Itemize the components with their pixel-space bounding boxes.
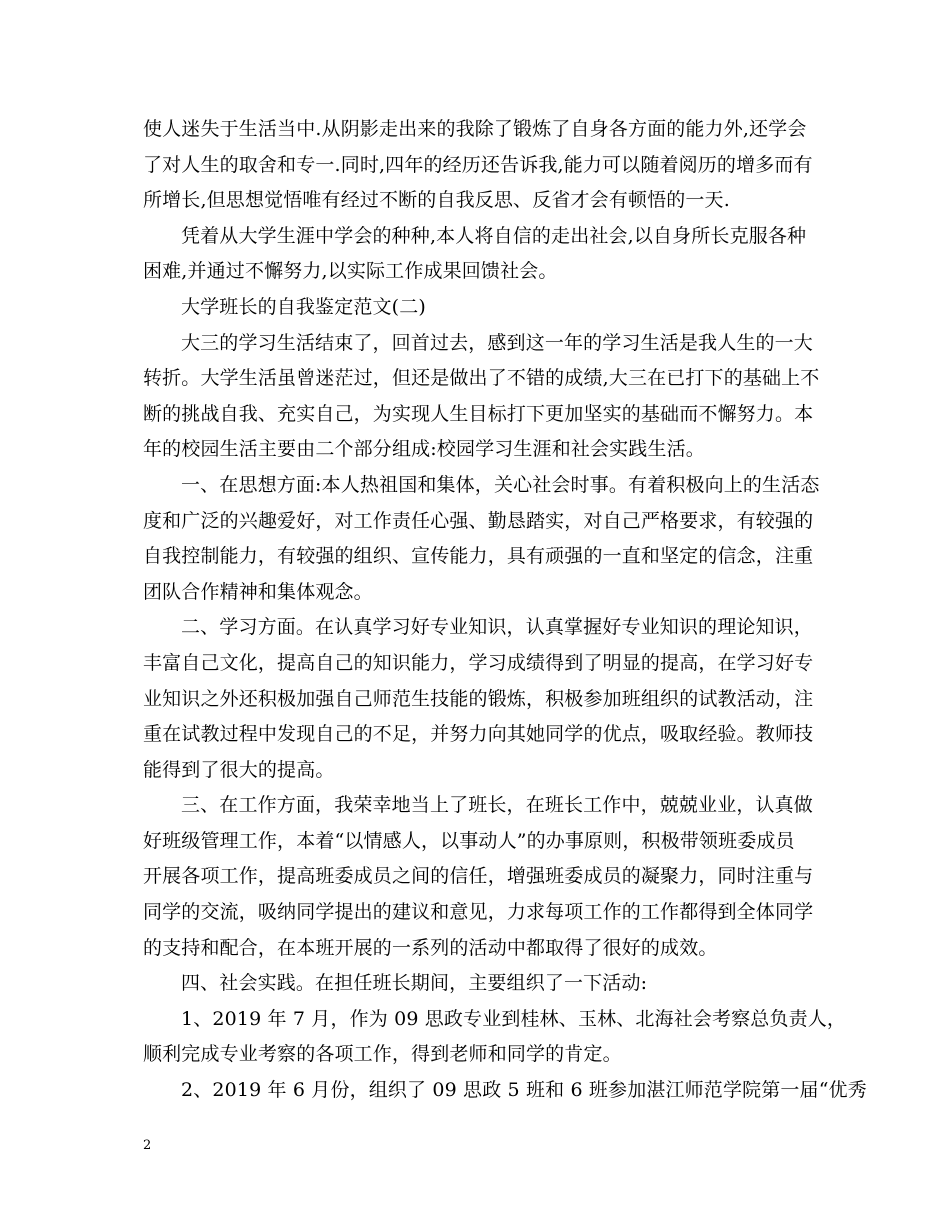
text-line: 丰富自己文化，提高自己的知识能力，学习成绩得到了明显的提高，在学习好专 [143, 651, 814, 674]
text-line: 团队合作精神和集体观念。 [143, 580, 373, 603]
text-line: 同学的交流，吸纳同学提出的建议和意见，力求每项工作的工作都得到全体同学 [143, 901, 814, 924]
paragraph [143, 290, 809, 326]
text-line: 1、2019 年 7 月，作为 09 思政专业到桂林、玉林、北海社会考察总负责人， [181, 1007, 847, 1030]
text-line: 断的挑战自我、充实自己，为实现人生目标打下更加坚实的基础而不懈努力。本 [143, 402, 814, 425]
text-line: 四、社会实践。在担任班长期间，主要组织了一下活动: [181, 972, 648, 995]
paragraph [143, 1002, 847, 1073]
text-line: 度和广泛的兴趣爱好，对工作责任心强、勤恳踏实，对自己严格要求，有较强的 [143, 509, 814, 532]
text-line: 大学班长的自我鉴定范文(二) [181, 295, 426, 318]
text-line: 好班级管理工作，本着“以情感人，以事动人”的办事原则，积极带领班委成员 [143, 829, 795, 852]
paragraph [143, 1073, 867, 1109]
paragraph [143, 468, 820, 610]
text-line: 的支持和配合，在本班开展的一系列的活动中都取得了很好的成效。 [143, 936, 718, 959]
text-line: 所增长,但思想觉悟唯有经过不断的自我反思、反省才会有顿悟的一天. [143, 189, 730, 212]
page-number: 2 [143, 1138, 152, 1153]
paragraph [143, 966, 809, 1002]
text-line: 使人迷失于生活当中.从阴影走出来的我除了锻炼了自身各方面的能力外,还学会 [143, 118, 807, 140]
text-line: 三、在工作方面，我荣幸地当上了班长，在班长工作中，兢兢业业，认真做 [181, 794, 813, 817]
text-line: 了对人生的取舍和专一.同时,四年的经历还告诉我,能力可以随着阅历的增多而有 [143, 153, 813, 176]
text-line: 开展各项工作，提高班委成员之间的信任，增强班委成员的凝聚力，同时注重与 [143, 865, 814, 888]
paragraph [143, 219, 809, 290]
paragraph [143, 788, 814, 966]
text-line: 自我控制能力，有较强的组织、宣传能力，具有顽强的一直和坚定的信念，注重 [143, 545, 814, 568]
text-line: 2、2019 年 6 月份，组织了 09 思政 5 班和 6 班参加湛江师范学院第一届“优秀 [181, 1079, 867, 1102]
paragraph [143, 112, 813, 219]
text-line: 重在试教过程中发现自己的不足，并努力向其她同学的优点，吸取经验。教师技 [143, 723, 814, 746]
paragraph [143, 610, 814, 788]
text-line: 年的校园生活主要由二个部分组成:校园学习生涯和社会实践生活。 [143, 438, 705, 461]
text-line: 转折。大学生活虽曾迷茫过，但还是做出了不错的成绩,大三在已打下的基础上不 [143, 367, 820, 390]
paragraph [143, 326, 820, 468]
text-line: 业知识之外还积极加强自己师范生技能的锻炼，积极参加班组织的试教活动，注 [143, 687, 814, 710]
text-line: 顺利完成专业考察的各项工作，得到老师和同学的肯定。 [143, 1043, 622, 1066]
text-line: 二、学习方面。在认真学习好专业知识，认真掌握好专业知识的理论知识， [181, 616, 813, 639]
text-line: 一、在思想方面:本人热祖国和集体，关心社会时事。有着积极向上的生活态 [181, 473, 820, 496]
text-line: 凭着从大学生涯中学会的种种,本人将自信的走出社会,以自身所长克服各种 [181, 224, 807, 247]
text-line: 能得到了很大的提高。 [143, 758, 335, 781]
text-line: 大三的学习生活结束了，回首过去，感到这一年的学习生活是我人生的一大 [181, 331, 813, 354]
text-line: 困难,并通过不懈努力,以实际工作成果回馈社会。 [143, 260, 558, 283]
document-body [143, 112, 867, 1109]
